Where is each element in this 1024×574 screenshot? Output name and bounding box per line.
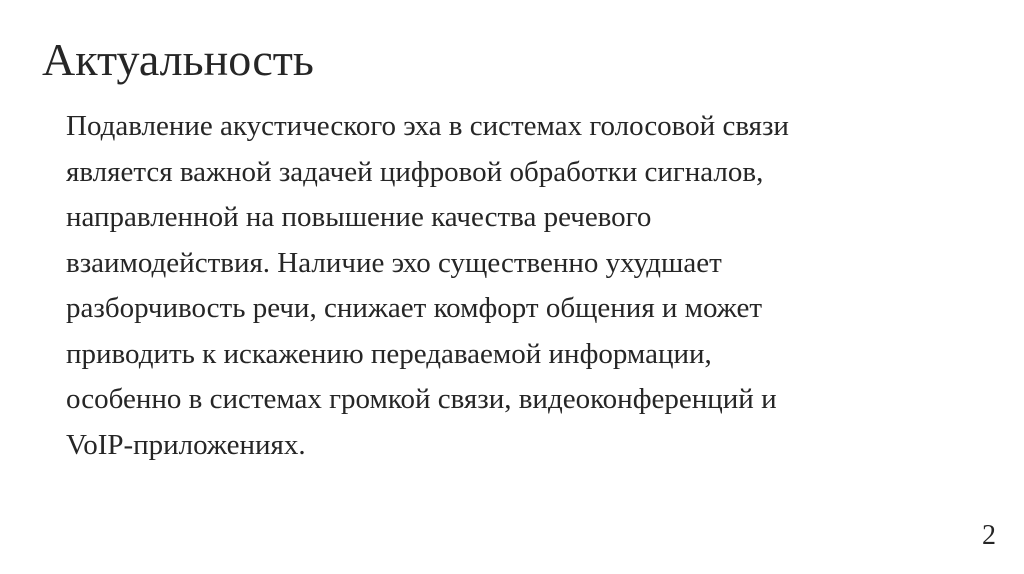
- slide-title: Актуальность: [42, 34, 314, 85]
- body-line: направленной на повышение качества речевого: [66, 201, 652, 233]
- body-line: Подавление акустического эха в системах голосовой связи: [66, 110, 789, 142]
- body-line: VoIP-приложениях.: [66, 428, 306, 461]
- body-line: приводить к искажению передаваемой информации,: [66, 337, 712, 370]
- body-line: особенно в системах громкой связи, видеоконференций и: [66, 383, 777, 415]
- slide-body-text: [66, 104, 966, 468]
- body-line: является важной задачей цифровой обработки сигналов,: [66, 155, 764, 188]
- slide-page-number: 2: [982, 520, 996, 551]
- body-line: разборчивость речи, снижает комфорт общения и может: [66, 292, 762, 324]
- body-line: взаимодействия. Наличие эхо существенно ухудшает: [66, 246, 722, 279]
